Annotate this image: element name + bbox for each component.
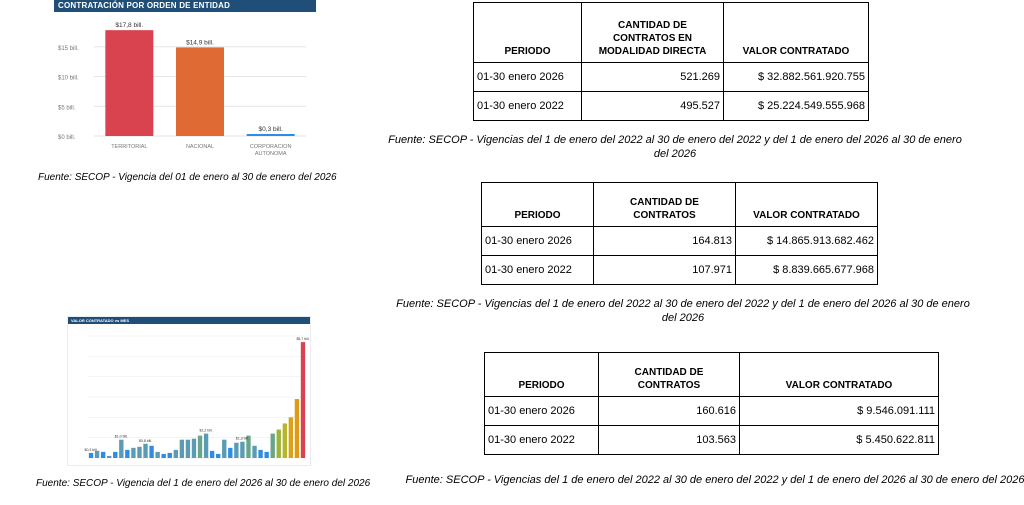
bar-value-label: $0,3 bill. — [84, 447, 98, 452]
value-cell: $ 8.839.665.677.968 — [736, 256, 878, 285]
bar — [125, 450, 129, 458]
table-row — [482, 256, 878, 285]
bar — [95, 451, 99, 458]
bar — [192, 439, 196, 458]
bar — [107, 456, 111, 458]
bar-value-label: $0,3 bill. — [258, 126, 283, 133]
y-tick-label: $15 bill. — [58, 45, 79, 52]
column-header-quantity: CANTIDAD DE CONTRATOS EN MODALIDAD DIRECTA — [582, 3, 724, 63]
table-3-caption: Fuente: SECOP - Vigencias del 1 de enero del 2022 al 30 de enero del 2022 y del 1 de enero del 2026 al 30 de enero del 2026 — [405, 474, 1024, 486]
value-cell: $ 25.224.549.555.968 — [724, 92, 869, 121]
x-tick-label: AUTONOMA — [254, 151, 287, 157]
table-row — [482, 227, 878, 256]
monthly-chart-title: VALOR CONTRATADO vs MES — [68, 317, 310, 324]
bar — [283, 423, 287, 458]
bar — [186, 440, 190, 458]
column-header-period: PERIODO — [482, 183, 594, 227]
value-cell: $ 5.450.622.811 — [740, 426, 939, 455]
y-tick-label: $5 bill. — [58, 105, 76, 112]
bar — [174, 450, 178, 458]
bar — [162, 454, 166, 458]
column-header-quantity: CANTIDAD DE CONTRATOS — [599, 353, 740, 397]
column-header-value: VALOR CONTRATADO — [740, 353, 939, 397]
entity-chart-title: CONTRATACIÓN POR ORDEN DE ENTIDAD — [54, 0, 316, 12]
bar-value-label: $0,8 bill. — [139, 438, 153, 443]
bar — [228, 448, 232, 458]
bar-value-label: $5,7 bill. — [296, 337, 310, 342]
bar — [216, 454, 220, 458]
quantity-cell: 164.813 — [594, 227, 736, 256]
bar — [234, 443, 238, 458]
bar-value-label: $1,0 bill. — [114, 434, 128, 439]
bar — [271, 434, 275, 458]
bar — [149, 446, 153, 458]
bar — [295, 399, 299, 458]
bar-value-label: $14,9 bill. — [186, 39, 214, 47]
entity-chart-plot — [54, 12, 316, 162]
entity-chart-caption: Fuente: SECOP - Vigencia del 01 de enero al 30 de enero del 2026 — [38, 172, 337, 183]
x-tick-label: NACIONAL — [185, 144, 215, 150]
bar — [180, 440, 184, 458]
table-2-caption: Fuente: SECOP - Vigencias del 1 de enero del 2022 al 30 de enero del 2022 y del 1 de enero del 2026 al 30 de enero del 2026 — [396, 298, 970, 324]
monthly-chart-caption: Fuente: SECOP - Vigencia del 1 de enero del 2026 al 30 de enero del 2026 — [36, 478, 371, 489]
value-cell: $ 14.865.913.682.462 — [736, 227, 878, 256]
bar — [176, 47, 224, 136]
bar — [222, 440, 226, 458]
contracts-direct-table — [473, 2, 869, 121]
bar-value-label: $1,2 bill. — [199, 428, 213, 433]
table-row — [474, 92, 869, 121]
column-header-period: PERIODO — [485, 353, 599, 397]
quantity-cell: 107.971 — [594, 256, 736, 285]
period-cell: 01-30 enero 2022 — [474, 92, 582, 121]
period-cell: 01-30 enero 2022 — [482, 256, 594, 285]
x-tick-label: TERRITORIAL — [111, 144, 148, 150]
bar — [198, 436, 202, 458]
bar — [119, 440, 123, 458]
bar — [258, 450, 262, 458]
bar — [89, 453, 93, 458]
monthly-chart-plot — [68, 324, 310, 465]
bar-value-label: $1,3 bill. — [235, 436, 249, 441]
x-tick-label: CORPORACION — [249, 144, 292, 150]
bar — [204, 434, 208, 458]
contracts-table-3 — [484, 352, 939, 455]
bar — [264, 452, 268, 458]
y-tick-label: $10 bill. — [58, 75, 79, 82]
value-cell: $ 9.546.091.111 — [740, 397, 939, 426]
table-1-caption: Fuente: SECOP - Vigencias del 1 de enero del 2022 al 30 de enero del 2022 y del 1 de enero del 2026 al 30 de enero del 2026 — [388, 134, 962, 160]
bar — [101, 452, 105, 458]
quantity-cell: 103.563 — [599, 426, 740, 455]
bar — [143, 444, 147, 458]
period-cell: 01-30 enero 2026 — [482, 227, 594, 256]
bar — [289, 417, 293, 458]
bar — [137, 447, 141, 458]
period-cell: 01-30 enero 2026 — [474, 63, 582, 92]
bar — [247, 134, 295, 136]
bar — [252, 446, 256, 458]
bar — [155, 452, 159, 458]
contracts-table-2 — [481, 182, 878, 285]
monthly-chart — [67, 316, 311, 466]
bar — [301, 342, 305, 458]
bar — [277, 430, 281, 458]
column-header-value: VALOR CONTRATADO — [736, 183, 878, 227]
quantity-cell: 495.527 — [582, 92, 724, 121]
quantity-cell: 160.616 — [599, 397, 740, 426]
column-header-period: PERIODO — [474, 3, 582, 63]
quantity-cell: 521.269 — [582, 63, 724, 92]
bar — [168, 453, 172, 458]
column-header-value: VALOR CONTRATADO — [724, 3, 869, 63]
value-cell: $ 32.882.561.920.755 — [724, 63, 869, 92]
table-row — [485, 397, 939, 426]
bar — [210, 451, 214, 458]
bar — [105, 30, 153, 136]
period-cell: 01-30 enero 2022 — [485, 426, 599, 455]
table-row — [474, 63, 869, 92]
table-row — [485, 426, 939, 455]
bar-value-label: $17,8 bill. — [115, 22, 144, 30]
bar — [131, 448, 135, 458]
y-tick-label: $0 bill. — [58, 135, 76, 141]
bar — [113, 452, 117, 458]
bar — [240, 442, 244, 458]
period-cell: 01-30 enero 2026 — [485, 397, 599, 426]
column-header-quantity: CANTIDAD DE CONTRATOS — [594, 183, 736, 227]
entity-chart — [54, 0, 316, 162]
